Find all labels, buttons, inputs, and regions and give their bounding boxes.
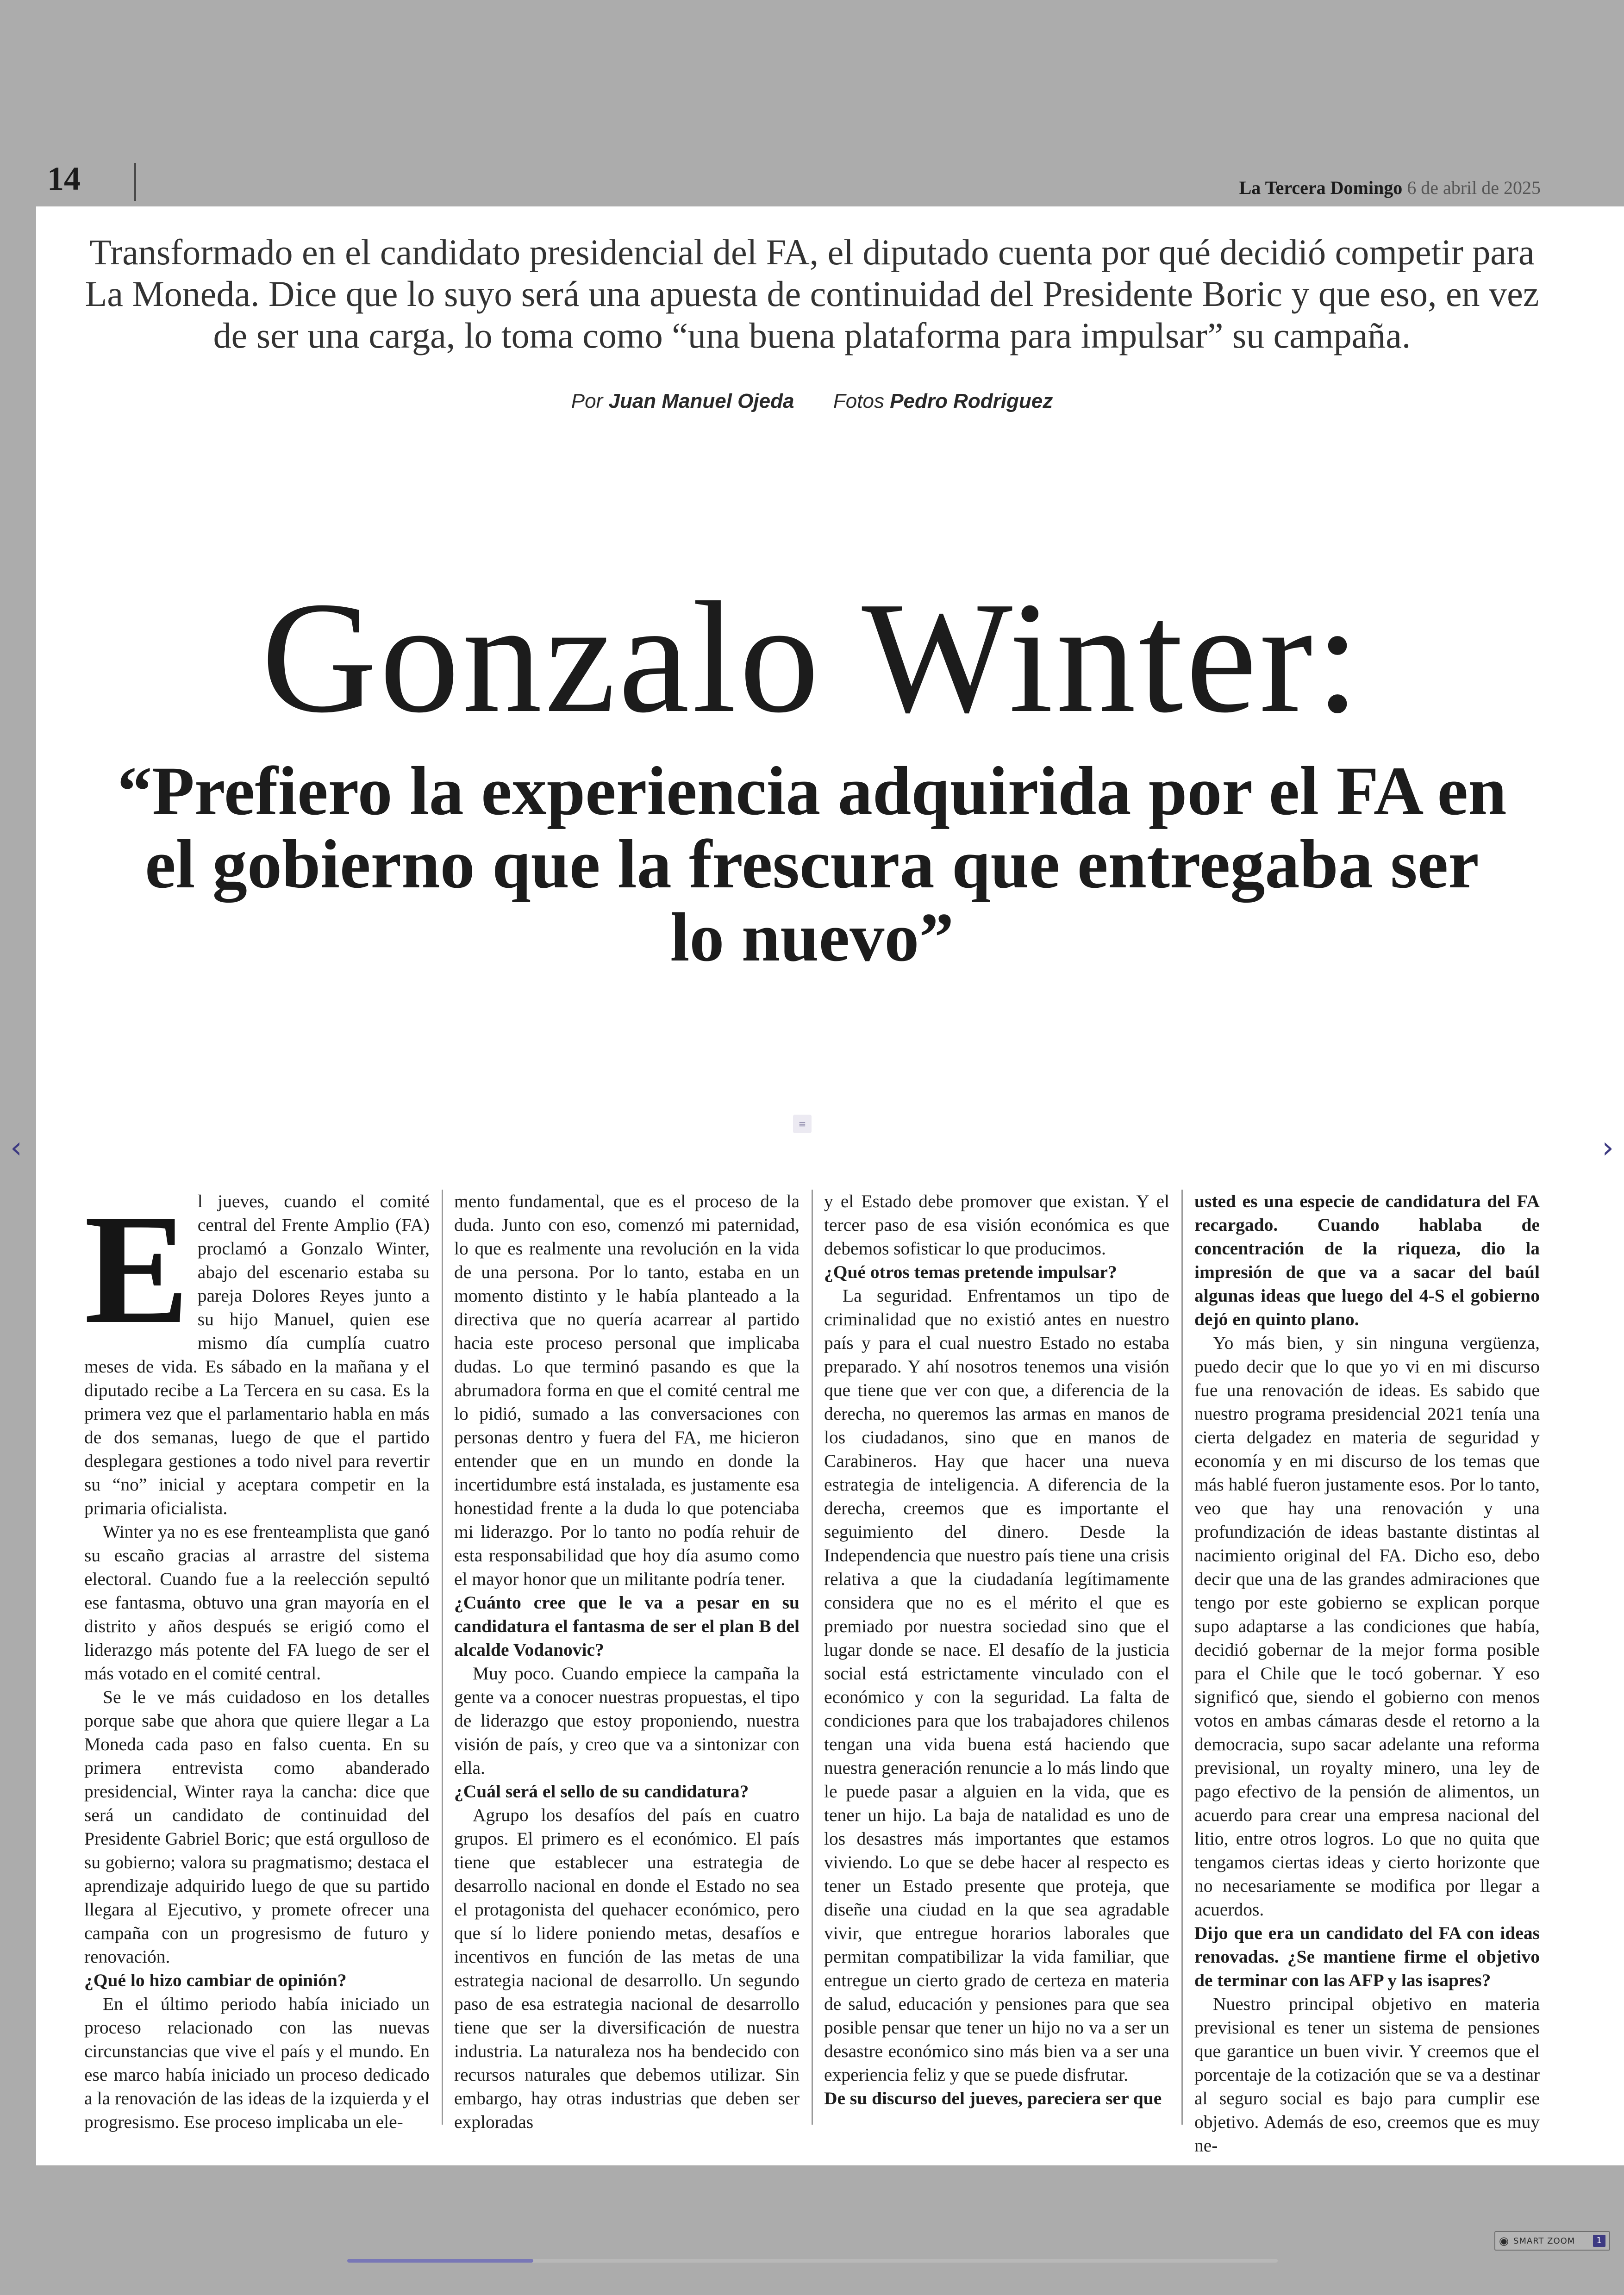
page-number-divider (134, 163, 136, 201)
interview-question: ¿Qué otros temas pretende impulsar? (824, 1262, 1117, 1282)
text-marker-icon[interactable]: ≡ (793, 1115, 812, 1133)
reading-progress-fill (347, 2259, 533, 2263)
author-name: Juan Manuel Ojeda (608, 390, 794, 412)
article-paragraph: y el Estado debe promover que existan. Y el tercer paso de esa visión económica es que debemos sofisticar lo que producimos. (824, 1191, 1169, 1259)
interview-question: ¿Cuál será el sello de su candidatura? (454, 1781, 749, 1802)
subheadline: “Prefiero la experiencia adquirida por el FA en el gobierno que la frescura que entregaba ser lo nuevo” (117, 753, 1507, 976)
article-credits (0, 390, 1624, 413)
article-paragraph: En el último periodo había iniciado un proceso relacionado con las nuevas circunstancias que vive el país y el mundo. En ese marco había iniciado un proceso dedicado a la renovación de las ideas de la izquierda y el progresismo. Ese proceso implicaba un ele- (84, 1994, 430, 2132)
interview-question: usted es una especie de candidatura del FA recargado. Cuando hablaba de concentración de la riqueza, dio la impresión de que va a sacar del baúl algunas ideas que luego del 4-S el gobierno dejó en quinto plano. (1194, 1191, 1540, 1329)
article-column-2 (454, 1190, 800, 2132)
article-paragraph: Se le ve más cuidadoso en los detalles porque sabe que ahora que quiere llegar a La Moneda cada paso en falso cuenta. En su primera entrevista como abanderado presidencial, Winter raya la cancha: dice que será un candidato de continuidad del Presidente Gabriel Boric; que está orgulloso de su gobierno; valora su pragmatismo; destaca el aprendizaje adquirido luego de que su partido llegara al Ejecutivo, y promete ofrecer una campaña con un progresismo de futuro y renovación. (84, 1687, 430, 1967)
smart-zoom-button[interactable] (1494, 2231, 1610, 2251)
eye-icon: ◉ (1499, 2234, 1509, 2247)
smart-zoom-count: 1 (1593, 2235, 1605, 2247)
article-paragraph: Agrupo los desafíos del país en cuatro grupos. El primero es el económico. El país tiene que establecer una estrategia de desarrollo nacional en donde el Estado no sea el protagonista del quehacer económico, pero que sí lo lidere poniendo metas, desafíos e incentivos en función de las metas de una estrategia nacional de desarrollo. Un segundo paso de esa estrategia nacional de desarrollo tiene que ser la diversificación de nuestra industria. La naturaleza nos ha bendecido con recursos naturales que debemos utilizar. Sin embargo, hay otras industrias que deben ser exploradas (454, 1805, 800, 2132)
photographer-name: Pedro Rodriguez (890, 390, 1053, 412)
article-paragraph: mento fundamental, que es el proceso de la duda. Junto con eso, comenzó mi paternidad, lo que es realmente una revolución en la vida de una persona. Por lo tanto, estaba en un momento distinto y le había planteado a la directiva que no quería acarrear al partido hacia este proceso personal que implicaba dudas. Lo que terminó pasando es que la abrumadora forma en que el comité central me lo pidió, sumado a las conversaciones con personas dentro y fuera del FA, me hicieron entender que en un mundo en donde la incertidumbre está instalada, es justamente esa honestidad frente a la duda lo que potenciaba mi liderazgo. Por lo tanto no podía rehuir de esta responsabilidad que hoy día asumo como el mayor honor que un militante podría tener. (454, 1191, 800, 1589)
article-paragraph: l jueves, cuando el comité central del Frente Amplio (FA) proclamó a Gonzalo Winter, abajo del escenario estaba su pareja Dolores Reyes junto a su hijo Manuel, quien ese mismo día cumplía cuatro meses de vida. Es sábado en la mañana y el diputado recibe a La Tercera en su casa. Es la primera vez que el parlamentario habla en más de dos semanas, luego de que el partido desplegara gestiones a todo nivel para revertir su “no” inicial y aceptara competir en la primaria oficialista. (84, 1191, 430, 1518)
masthead (1239, 177, 1541, 199)
article-body (84, 1182, 1540, 2156)
photos-prefix: Fotos (833, 390, 884, 412)
article-paragraph: Yo más bien, y sin ninguna vergüenza, puedo decir que lo que yo vi en mi discurso fue una renovación de ideas. Es sabido que nuestro programa presidencial 2021 tenía una cierta delgadez en materia de seguridad y economía y en mi discurso de los temas que más hablé fueron justamente esos. Por lo tanto, veo que hay una renovación y una profundización de ideas bastante distintas al nacimiento original del FA. Dicho eso, debo decir que una de las grandes admiraciones que tengo por este gobierno se explican porque supo adaptarse a las condiciones que había, decidió gobernar de la mejor forma posible para el Chile que le tocó gobernar. Y eso significó que, siendo el gobierno con menos votos en ambas cámaras desde el retorno a la democracia, supo sacar adelante una reforma previsional, un royalty minero, una ley de pago efectivo de la pensión de alimentos, un acuerdo para crear una empresa nacional del litio, entre otros logros. Lo que no quita que tengamos ciertas ideas y cierto horizonte que no necesariamente se modifica por llegar a acuerdos. (1194, 1333, 1540, 1920)
publication-date: 6 de abril de 2025 (1407, 177, 1541, 198)
interview-question: ¿Cuánto cree que le va a pesar en su candidatura el fantasma de ser el plan B del alcalde Vodanovic? (454, 1592, 800, 1660)
smart-zoom-label: SMART ZOOM (1513, 2236, 1575, 2246)
article-column-4 (1194, 1190, 1540, 2156)
column-rule (442, 1190, 443, 2125)
column-rule (812, 1190, 813, 2125)
article-paragraph: Nuestro principal objetivo en materia previsional es tener un sistema de pensiones que garantice un buen vivir. Y creemos que el porcentaje de la cotización que se va a destinar al seguro social es bajo para cumplir ese objetivo. Además de eso, creemos que es muy ne- (1194, 1994, 1540, 2156)
drop-cap: E (84, 1182, 189, 1356)
interview-question: Dijo que era un candidato del FA con ideas renovadas. ¿Se mantiene firme el objetivo de terminar con las AFP y las isapres? (1194, 1923, 1540, 1990)
next-page-arrow-icon[interactable]: › (1602, 1131, 1614, 1165)
author-prefix: Por (571, 390, 603, 412)
previous-page-arrow-icon[interactable]: ‹ (10, 1131, 22, 1165)
interview-question: ¿Qué lo hizo cambiar de opinión? (84, 1970, 347, 1990)
page-number: 14 (47, 160, 81, 197)
article-paragraph: Winter ya no es ese frenteamplista que ganó su escaño gracias al arrastre del sistema electoral. Cuando fue a la reelección sepultó ese fantasma, obtuvo una gran mayoría en el distrito y años después se erigió como el liderazgo más potente del FA luego de ser el más votado en el comité central. (84, 1522, 430, 1684)
publication-name: La Tercera Domingo (1239, 177, 1403, 198)
column-rule (1181, 1190, 1183, 2125)
article-column-3 (824, 1190, 1169, 2125)
article-column-1 (84, 1182, 430, 2132)
article-paragraph: La seguridad. Enfrentamos un tipo de criminalidad que no existió antes en nuestro país y para el cual nuestro Estado no estaba preparado. Y ahí nosotros tenemos una visión que tiene que ver con que, a diferencia de la derecha, no queremos las armas en manos de los ciudadanos, sino que en manos de Carabineros. Hay que hacer una nueva estrategia de inteligencia. A diferencia de la derecha, creemos que es importante el seguimiento del dinero. Desde la Independencia que nuestro país tiene una crisis relativa a que la ciudadanía legítimamente considera que no es el mérito el que es premiado por nuestra sociedad sino que el lugar donde se nace. El desafío de la justicia social está estrictamente vinculado con el económico y con la seguridad. La falta de condiciones para que los trabajadores chilenos tengan una vida buena está haciendo que nuestra generación renuncie a lo más lindo que le puede pasar a alguien en la vida, que es tener un hijo. La baja de natalidad es uno de los desastres más importantes que estamos viviendo. Lo que se debe hacer al respecto es tener un Estado presente que proteja, que diseñe una ciudad en la que sea agradable vivir, que entregue horarios laborales que permitan compatibilizar la vida familiar, que entregue un cierto grado de certeza en materia de salud, educación y pensiones para que sea posible pensar que tener un hijo no va a ser un desastre económico sino más bien va a ser una experiencia feliz y que se puede disfrutar. (824, 1285, 1169, 2085)
article-deck: Transformado en el candidato presidencial del FA, el diputado cuenta por qué decidió competir para La Moneda. Dice que lo suyo será una apuesta de continuidad del Presidente Boric y que eso, en vez de ser una carga, lo toma como “una buena plataforma para impulsar” su campaña. (85, 232, 1539, 355)
reading-progress-bar[interactable] (347, 2259, 1278, 2263)
article-paragraph: Muy poco. Cuando empiece la campaña la gente va a conocer nuestras propuestas, el tipo de liderazgo que estoy proponiendo, nuestra visión de país, y creo que va a sintonizar con ella. (454, 1663, 800, 1778)
headline: Gonzalo Winter: (261, 569, 1363, 746)
interview-question: De su discurso del jueves, pareciera ser que (824, 2088, 1162, 2108)
